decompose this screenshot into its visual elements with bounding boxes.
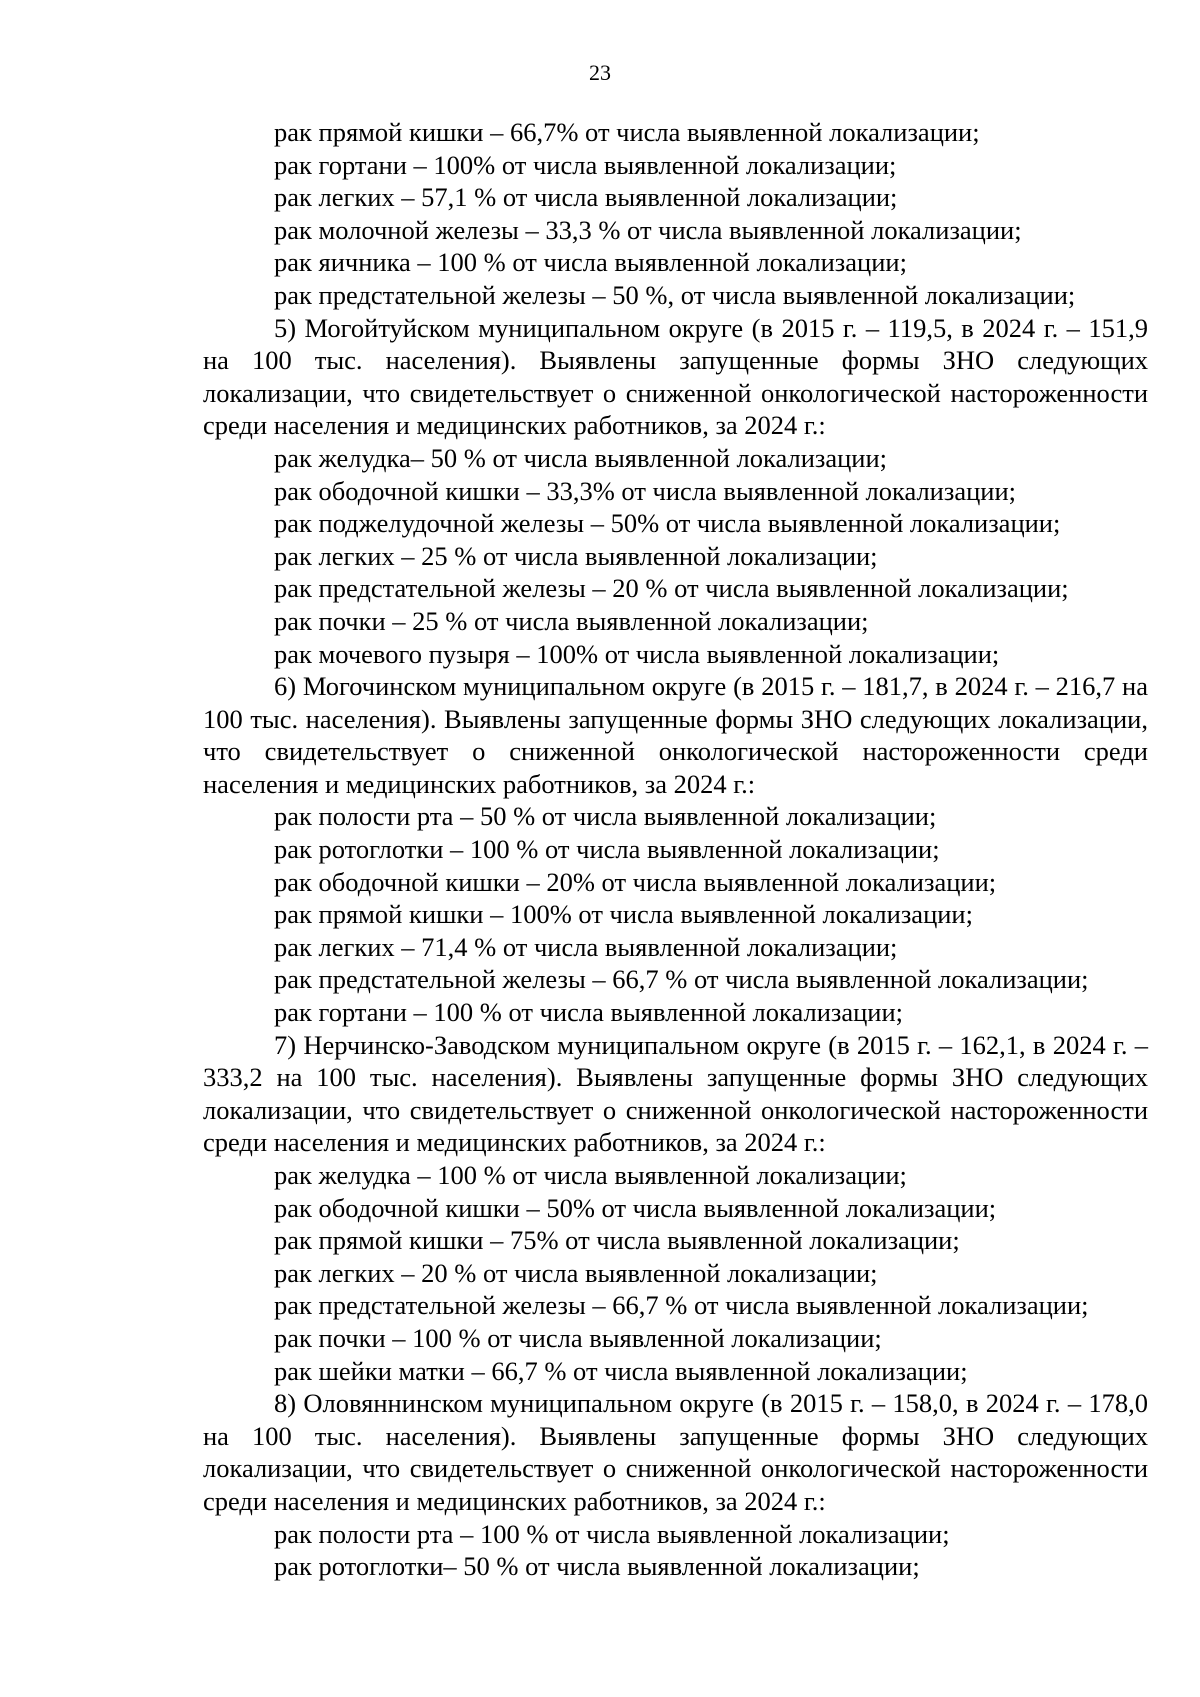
list-item: рак предстательной железы – 66,7 % от числа выявленной локализации;	[274, 964, 1089, 995]
page-number: 23	[589, 60, 611, 85]
list-item: рак ободочной кишки – 50% от числа выявленной локализации;	[274, 1192, 997, 1223]
list-item: рак гортани – 100% от числа выявленной локализации;	[274, 149, 897, 180]
list-item: рак полости рта – 50 % от числа выявленной локализации;	[274, 801, 937, 832]
list-item: рак поджелудочной железы – 50% от числа выявленной локализации;	[274, 508, 1061, 539]
paragraph-mogocha-district: 6) Могочинском муниципальном округе (в 2015 г. – 181,7, в 2024 г. – 216,7 на 100 тыс. населения). Выявлены запущенные формы ЗНО следующих локализации, что свидетельствует о сниженной онкологической настороженности среди населения и медицинских работников, за 2024 г.:	[203, 671, 1148, 799]
list-item: рак полости рта – 100 % от числа выявленной локализации;	[274, 1518, 950, 1549]
list-item: рак мочевого пузыря – 100% от числа выявленной локализации;	[274, 638, 1000, 669]
paragraph-olovyanninsk-district: 8) Оловяннинском муниципальном округе (в 2015 г. – 158,0, в 2024 г. – 178,0 на 100 тыс. населения). Выявлены запущенные формы ЗНО следующих локализации, что свидетельствует о сниженной онкологической настороженности среди населения и медицинских работников, за 2024 г.:	[203, 1388, 1148, 1516]
list-item: рак предстательной железы – 50 %, от числа выявленной локализации;	[274, 279, 1076, 310]
document-body	[203, 116, 1148, 1583]
list-item: рак ротоглотки– 50 % от числа выявленной локализации;	[274, 1551, 920, 1582]
list-item: рак гортани – 100 % от числа выявленной локализации;	[274, 997, 904, 1028]
list-item: рак яичника – 100 % от числа выявленной локализации;	[274, 247, 907, 278]
list-item: рак желудка– 50 % от числа выявленной локализации;	[274, 442, 888, 473]
list-item: рак легких – 20 % от числа выявленной локализации;	[274, 1257, 878, 1288]
list-item: рак прямой кишки – 75% от числа выявленной локализации;	[274, 1225, 960, 1256]
list-item: рак ротоглотки – 100 % от числа выявленной локализации;	[274, 834, 940, 865]
list-item: рак ободочной кишки – 33,3% от числа выявленной локализации;	[274, 475, 1016, 506]
list-item: рак желудка – 100 % от числа выявленной локализации;	[274, 1160, 907, 1190]
list-item: рак легких – 57,1 % от числа выявленной локализации;	[274, 182, 898, 213]
list-item: рак легких – 25 % от числа выявленной локализации;	[274, 540, 878, 571]
list-item: рак легких – 71,4 % от числа выявленной локализации;	[274, 931, 898, 962]
list-item: рак почки – 25 % от числа выявленной локализации;	[274, 605, 869, 636]
list-item: рак предстательной железы – 66,7 % от числа выявленной локализации;	[274, 1290, 1089, 1321]
list-item: рак прямой кишки – 100% от числа выявленной локализации;	[274, 899, 973, 930]
paragraph-mogoytuy-district: 5) Могойтуйском муниципальном округе (в 2015 г. – 119,5, в 2024 г. – 151,9 на 100 тыс. населения). Выявлены запущенные формы ЗНО следующих локализации, что свидетельствует о сниженной онкологической настороженности среди населения и медицинских работников, за 2024 г.:	[203, 312, 1148, 441]
list-item: рак предстательной железы – 20 % от числа выявленной локализации;	[274, 573, 1069, 604]
list-item: рак прямой кишки – 66,7% от числа выявленной локализации;	[274, 117, 980, 147]
paragraph-nerchinsko-zavodsk-district: 7) Нерчинско-Заводском муниципальном округе (в 2015 г. – 162,1, в 2024 г. – 333,2 на 100 тыс. населения). Выявлены запущенные формы ЗНО следующих локализации, что свидетельствует о сниженной онкологической настороженности среди населения и медицинских работников, за 2024 г.:	[203, 1029, 1148, 1158]
list-item: рак шейки матки – 66,7 % от числа выявленной локализации;	[274, 1355, 968, 1386]
list-item: рак почки – 100 % от числа выявленной локализации;	[274, 1322, 882, 1353]
list-item: рак молочной железы – 33,3 % от числа выявленной локализации;	[274, 214, 1022, 245]
list-item: рак ободочной кишки – 20% от числа выявленной локализации;	[274, 866, 997, 897]
